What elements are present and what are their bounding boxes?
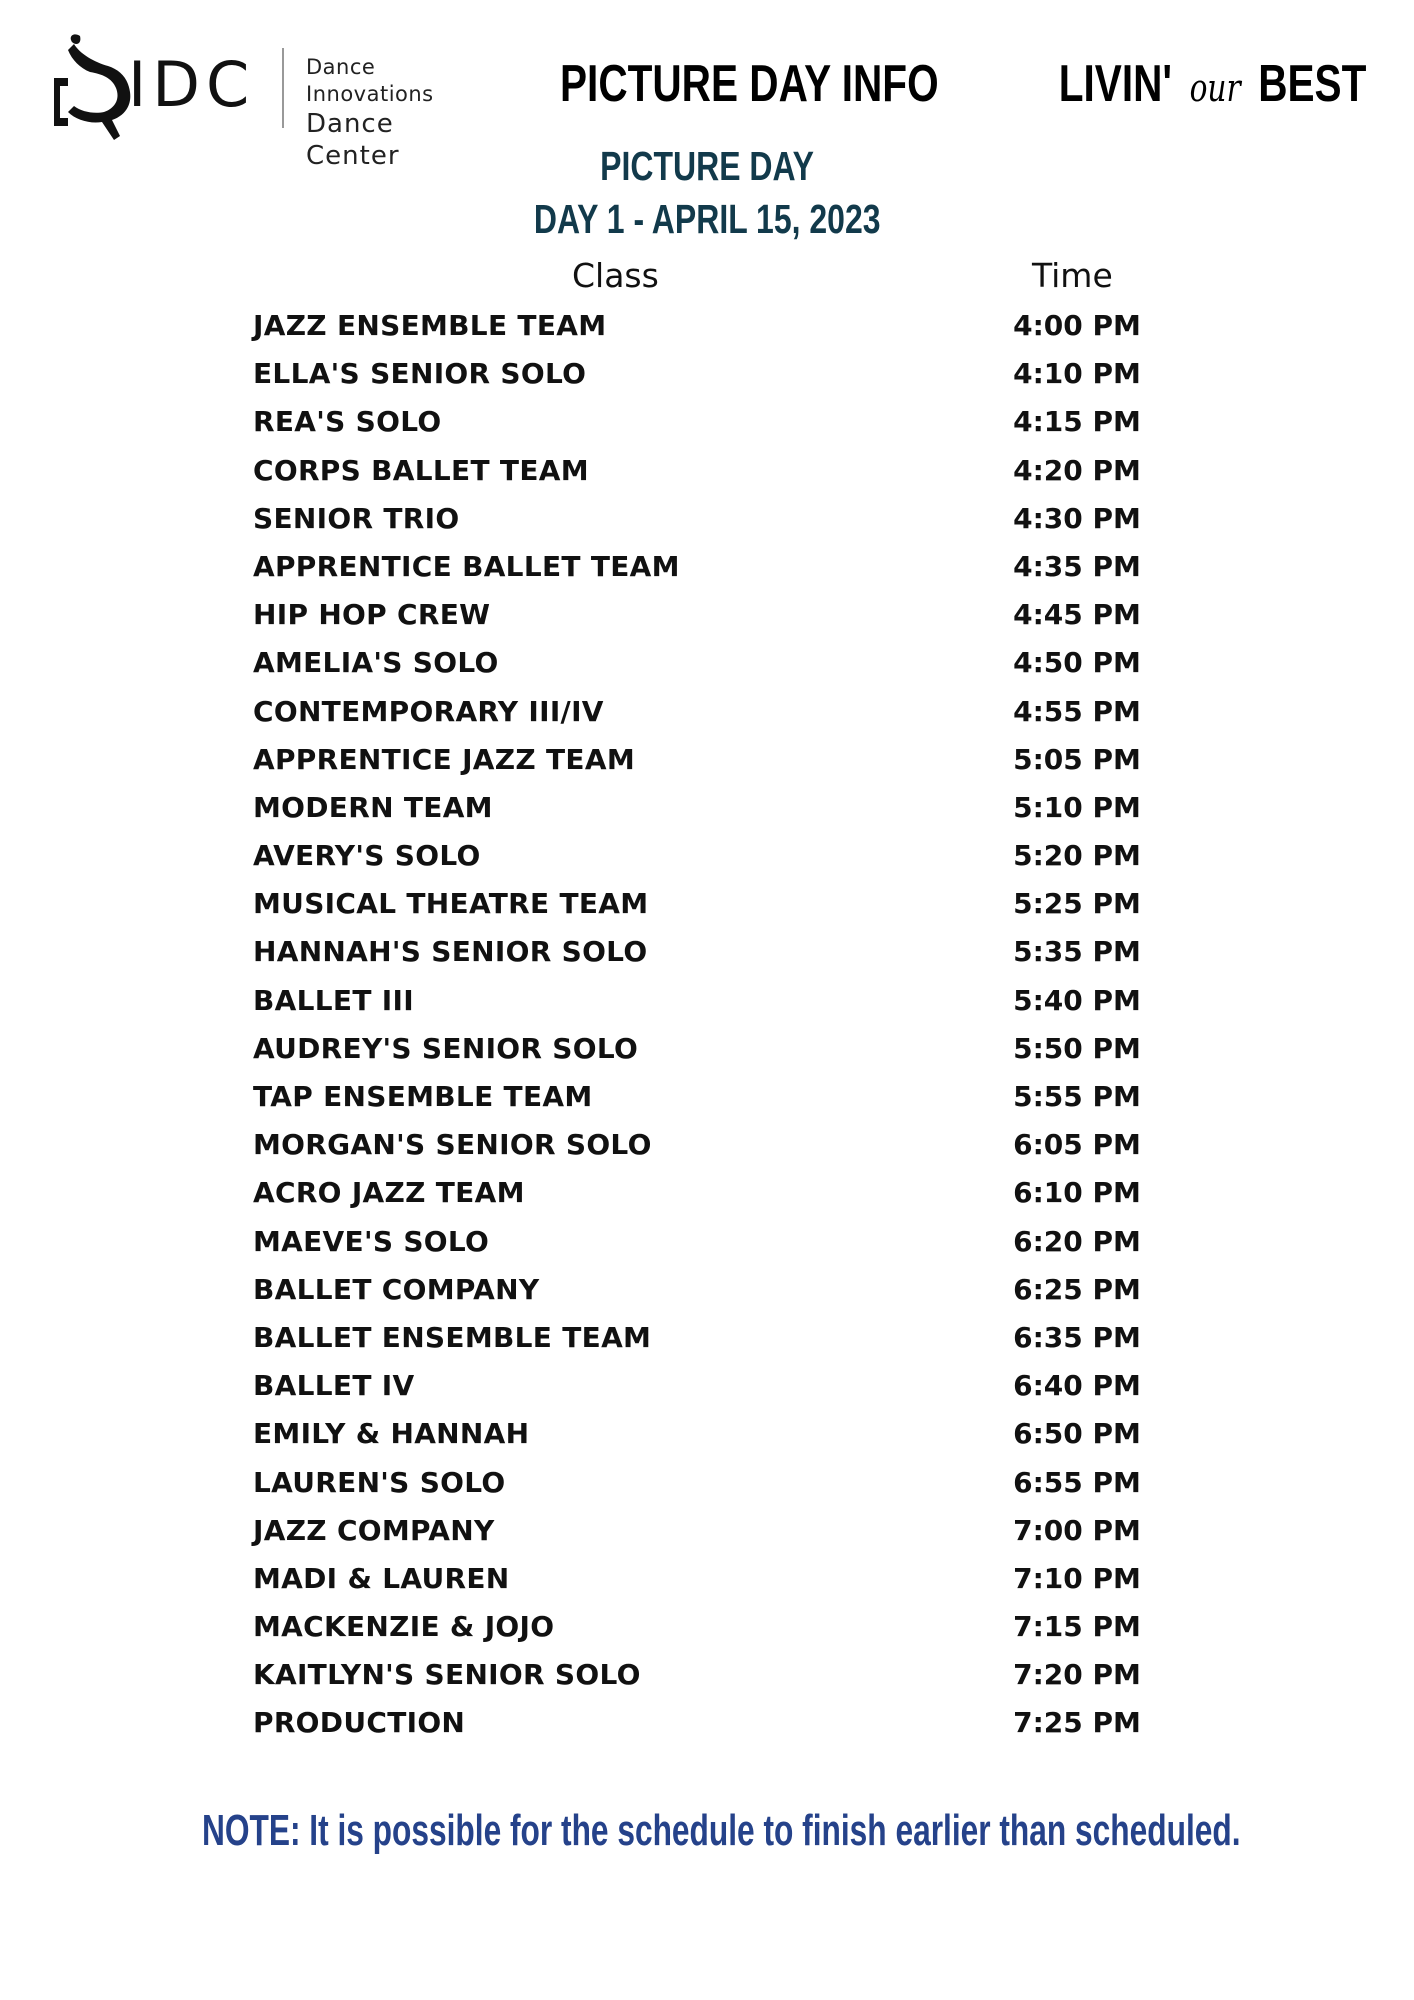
class-name: CONTEMPORARY III/IV — [253, 694, 604, 728]
class-name: LAUREN'S SOLO — [253, 1465, 506, 1499]
class-time: 6:10 PM — [1013, 1176, 1141, 1210]
class-time: 5:55 PM — [1013, 1080, 1141, 1113]
class-name: AUDREY'S SENIOR SOLO — [253, 1031, 639, 1065]
class-name: MADI & LAUREN — [253, 1561, 510, 1595]
class-time: 5:50 PM — [1013, 1031, 1141, 1065]
class-time: 6:25 PM — [1013, 1272, 1141, 1306]
table-row — [0, 1562, 1414, 1610]
class-name: AMELIA'S SOLO — [253, 646, 499, 680]
subtitle-date — [0, 196, 1414, 243]
table-row — [0, 550, 1414, 598]
class-time: 6:40 PM — [1013, 1369, 1141, 1403]
table-row — [0, 1128, 1414, 1176]
table-row — [0, 1706, 1414, 1754]
class-time: 4:00 PM — [1013, 309, 1141, 342]
class-time: 7:10 PM — [1013, 1561, 1141, 1595]
subtitle-line-2: DAY 1 - APRIL 15, 2023 — [533, 196, 881, 242]
table-row — [0, 502, 1414, 550]
class-time: 6:20 PM — [1013, 1224, 1141, 1258]
table-row — [0, 1321, 1414, 1369]
schedule-table — [0, 309, 1414, 1755]
class-name: PRODUCTION — [253, 1706, 466, 1740]
table-row — [0, 405, 1414, 453]
class-name: ELLA'S SENIOR SOLO — [253, 357, 587, 391]
class-time: 4:20 PM — [1013, 453, 1141, 487]
table-row — [0, 743, 1414, 791]
class-name: APPRENTICE BALLET TEAM — [253, 549, 680, 583]
column-header-time: Time — [1032, 256, 1113, 295]
class-time: 6:35 PM — [1013, 1320, 1141, 1354]
table-row — [0, 598, 1414, 646]
class-name: TAP ENSEMBLE TEAM — [253, 1080, 593, 1113]
class-name: REA'S SOLO — [253, 405, 442, 439]
table-row — [0, 454, 1414, 502]
class-name: MUSICAL THEATRE TEAM — [253, 887, 649, 921]
class-time: 4:10 PM — [1013, 357, 1141, 391]
logo-line-1: Dance Innovations — [306, 55, 434, 106]
subtitle-picture-day — [0, 143, 1414, 190]
class-name: HANNAH'S SENIOR SOLO — [253, 935, 648, 969]
class-time: 5:05 PM — [1013, 742, 1141, 776]
table-row — [0, 1658, 1414, 1706]
table-row — [0, 1417, 1414, 1465]
class-time: 5:40 PM — [1013, 983, 1141, 1017]
class-time: 7:15 PM — [1013, 1610, 1141, 1644]
table-row — [0, 1080, 1414, 1128]
class-name: AVERY'S SOLO — [253, 839, 481, 873]
logo-line-2: Dance Center — [306, 109, 400, 171]
table-row — [0, 1225, 1414, 1273]
table-row — [0, 1610, 1414, 1658]
class-time: 4:15 PM — [1013, 405, 1141, 439]
class-time: 7:00 PM — [1013, 1513, 1141, 1547]
class-name: BALLET COMPANY — [253, 1272, 540, 1306]
class-name: APPRENTICE JAZZ TEAM — [253, 742, 635, 776]
class-name: JAZZ COMPANY — [253, 1513, 495, 1547]
class-name: EMILY & HANNAH — [253, 1417, 530, 1451]
table-row — [0, 935, 1414, 983]
class-time: 4:50 PM — [1013, 646, 1141, 680]
class-time: 5:10 PM — [1013, 790, 1141, 824]
table-row — [0, 791, 1414, 839]
table-row — [0, 839, 1414, 887]
class-time: 5:35 PM — [1013, 935, 1141, 969]
logo-letters: IDC — [128, 48, 256, 121]
class-name: CORPS BALLET TEAM — [253, 453, 589, 487]
class-time: 4:45 PM — [1013, 598, 1141, 632]
class-time: 5:20 PM — [1013, 839, 1141, 873]
class-name: HIP HOP CREW — [253, 598, 491, 632]
class-name: BALLET IV — [253, 1369, 415, 1403]
table-row — [0, 1176, 1414, 1224]
subtitle-line-1: PICTURE DAY — [600, 143, 814, 189]
table-row — [0, 1466, 1414, 1514]
class-name: ACRO JAZZ TEAM — [253, 1176, 525, 1210]
tagline-script: our — [1189, 66, 1241, 110]
class-time: 6:05 PM — [1013, 1128, 1141, 1162]
class-name: JAZZ ENSEMBLE TEAM — [253, 309, 607, 342]
tagline-end: BEST — [1257, 55, 1366, 113]
column-header-class: Class — [572, 256, 659, 295]
class-time: 7:20 PM — [1013, 1658, 1141, 1692]
table-row — [0, 984, 1414, 1032]
class-time: 4:35 PM — [1013, 549, 1141, 583]
class-time: 5:25 PM — [1013, 887, 1141, 921]
class-name: MORGAN'S SENIOR SOLO — [253, 1128, 652, 1162]
note-text: NOTE: It is possible for the schedule to finish earlier than scheduled. — [201, 1806, 1241, 1855]
class-name: KAITLYN'S SENIOR SOLO — [253, 1658, 641, 1692]
schedule-note — [0, 1806, 1414, 1856]
table-row — [0, 1369, 1414, 1417]
tagline — [1058, 54, 1366, 114]
class-name: MAEVE'S SOLO — [253, 1224, 490, 1258]
table-row — [0, 646, 1414, 694]
table-row — [0, 887, 1414, 935]
dancer-silhouette-icon — [50, 32, 140, 144]
class-name: MACKENZIE & JOJO — [253, 1610, 555, 1644]
class-name: BALLET ENSEMBLE TEAM — [253, 1320, 652, 1354]
table-row — [0, 357, 1414, 405]
table-row — [0, 695, 1414, 743]
logo-divider — [282, 48, 284, 128]
class-time: 7:25 PM — [1013, 1706, 1141, 1740]
class-time: 4:55 PM — [1013, 694, 1141, 728]
class-time: 4:30 PM — [1013, 501, 1141, 535]
class-name: MODERN TEAM — [253, 790, 493, 824]
class-name: SENIOR TRIO — [253, 501, 460, 535]
table-row — [0, 1273, 1414, 1321]
table-row — [0, 1514, 1414, 1562]
studio-logo — [50, 32, 470, 171]
class-time: 6:55 PM — [1013, 1465, 1141, 1499]
class-time: 6:50 PM — [1013, 1417, 1141, 1451]
class-name: BALLET III — [253, 983, 414, 1017]
page-title: PICTURE DAY INFO — [560, 55, 939, 113]
tagline-start: LIVIN' — [1058, 55, 1172, 113]
table-row — [0, 309, 1414, 357]
table-row — [0, 1032, 1414, 1080]
